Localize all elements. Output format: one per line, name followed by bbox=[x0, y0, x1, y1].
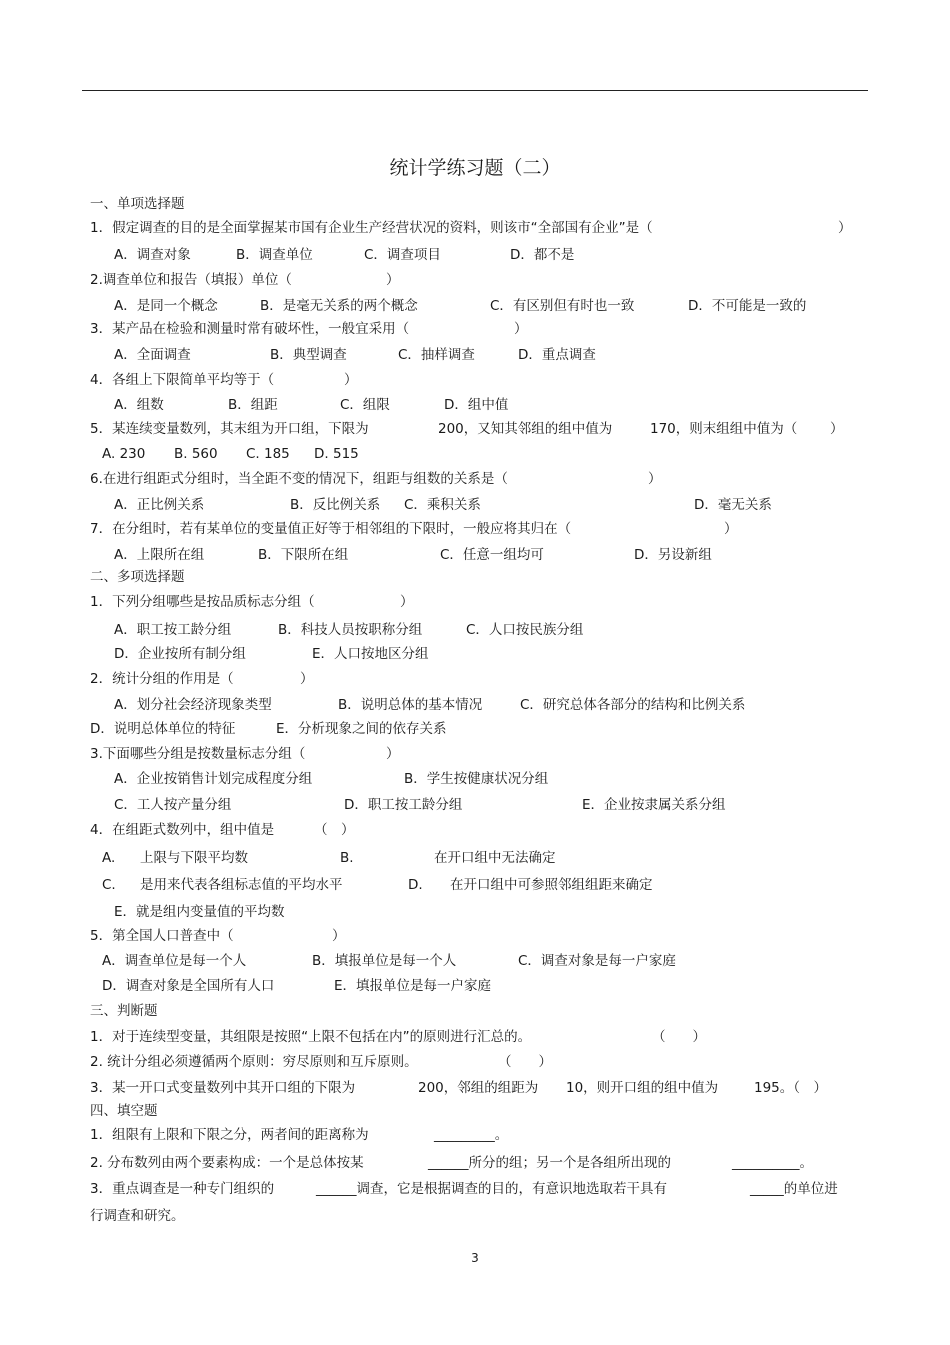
s2-q3-opt-c: C．工人按产量分组 bbox=[114, 797, 232, 813]
s2-q5: 5．第全国人口普查中（ bbox=[90, 928, 234, 944]
section-heading-1: 一、单项选择题 bbox=[90, 196, 185, 212]
s2-q1-opt-c: C．人口按民族分组 bbox=[466, 622, 584, 638]
s4-q3-text4: 行调查和研究。 bbox=[90, 1208, 185, 1224]
s4-q3-text2: ______调查，它是根据调查的目的，有意识地选取若干具有 bbox=[316, 1181, 667, 1197]
s1-q7-opt-c: C．任意一组均可 bbox=[440, 547, 544, 563]
s1-q3-opt-b: B．典型调查 bbox=[270, 347, 347, 363]
s1-q6-opt-c: C．乘积关系 bbox=[404, 497, 481, 513]
s2-q1-opt-d: D．企业按所有制分组 bbox=[114, 646, 246, 662]
s2-q5-opt-d: D．调查对象是全国所有人口 bbox=[102, 978, 275, 994]
s2-q3-close: ） bbox=[386, 746, 400, 762]
s4-q2-text2: ______所分的组；另一个是各组所出现的 bbox=[428, 1155, 671, 1171]
s2-q2-opt-a: A．划分社会经济现象类型 bbox=[114, 697, 272, 713]
s3-q3-part3: 10，则开口组的组中值为 bbox=[566, 1080, 719, 1096]
s1-q7-opt-b: B．下限所在组 bbox=[258, 547, 349, 563]
s2-q3-opt-e: E．企业按隶属关系分组 bbox=[582, 797, 726, 813]
s1-q5-part1: 5．某连续变量数列，其末组为开口组，下限为 bbox=[90, 421, 369, 437]
s1-q3-opt-d: D．重点调查 bbox=[518, 347, 596, 363]
s1-q3: 3．某产品在检验和测量时常有破坏性，一般宜采用（ bbox=[90, 321, 410, 337]
s1-q5-opt-d: D. 515 bbox=[314, 446, 359, 462]
s1-q5-opt-c: C. 185 bbox=[246, 446, 290, 462]
s1-q4-close: ） bbox=[344, 372, 358, 388]
s2-q5-close: ） bbox=[332, 928, 346, 944]
s1-q3-close: ） bbox=[514, 321, 528, 337]
s2-q3-opt-b: B．学生按健康状况分组 bbox=[404, 771, 549, 787]
page-number: 3 bbox=[471, 1251, 479, 1265]
s1-q5-close: ） bbox=[830, 421, 844, 437]
s2-q4-opt-c-text: 是用来代表各组标志值的平均水平 bbox=[140, 877, 343, 893]
s1-q2-opt-b: B．是毫无关系的两个概念 bbox=[260, 298, 418, 314]
s1-q4-opt-b: B．组距 bbox=[228, 397, 278, 413]
s1-q7: 7．在分组时，若有某单位的变量值正好等于相邻组的下限时，一般应将其归在（ bbox=[90, 521, 572, 537]
s1-q2: 2.调查单位和报告（填报）单位（ bbox=[90, 272, 292, 288]
s1-q3-opt-a: A．全面调查 bbox=[114, 347, 191, 363]
s1-q5-part2: 200，又知其邻组的组中值为 bbox=[438, 421, 613, 437]
s1-q7-close: ） bbox=[724, 521, 738, 537]
s2-q5-opt-e: E．填报单位是每一户家庭 bbox=[334, 978, 492, 994]
s1-q2-close: ） bbox=[386, 272, 400, 288]
s1-q1-opt-d: D．都不是 bbox=[510, 247, 575, 263]
s2-q1-opt-b: B．科技人员按职称分组 bbox=[278, 622, 423, 638]
s1-q4-opt-c: C．组限 bbox=[340, 397, 390, 413]
s2-q2-close: ） bbox=[300, 671, 314, 687]
s4-q3-text1: 3．重点调查是一种专门组织的 bbox=[90, 1181, 275, 1197]
s2-q4-opt-b-letter: B. bbox=[340, 850, 354, 866]
section-heading-2: 二、多项选择题 bbox=[90, 569, 185, 585]
s1-q5-opt-b: B. 560 bbox=[174, 446, 218, 462]
s1-q5-part3: 170，则末组组中值为（ bbox=[650, 421, 798, 437]
s4-q3-text3: _____的单位进 bbox=[750, 1181, 838, 1197]
s2-q2-opt-c: C．研究总体各部分的结构和比例关系 bbox=[520, 697, 746, 713]
s2-q3-opt-a: A．企业按销售计划完成程度分组 bbox=[114, 771, 313, 787]
s1-q5-opt-a: A. 230 bbox=[102, 446, 146, 462]
s2-q5-opt-a: A．调查单位是每一个人 bbox=[102, 953, 247, 969]
s1-q6-opt-a: A．正比例关系 bbox=[114, 497, 205, 513]
s1-q1: 1．假定调查的目的是全面掌握某市国有企业生产经营状况的资料，则该市“全部国有企业”是（ bbox=[90, 220, 653, 236]
s1-q3-opt-c: C．抽样调查 bbox=[398, 347, 475, 363]
s2-q2-opt-e: E．分析现象之间的依存关系 bbox=[276, 721, 447, 737]
s1-q7-opt-a: A．上限所在组 bbox=[114, 547, 205, 563]
s1-q1-close: ） bbox=[838, 220, 852, 236]
s1-q6: 6.在进行组距式分组时，当全距不变的情况下，组距与组数的关系是（ bbox=[90, 471, 508, 487]
s2-q4-opt-c-letter: C. bbox=[102, 877, 116, 893]
page-title: 统计学练习题（二） bbox=[389, 157, 561, 179]
s1-q2-opt-d: D．不可能是一致的 bbox=[688, 298, 807, 314]
s2-q4-opt-d-letter: D. bbox=[408, 877, 423, 893]
s1-q1-opt-c: C．调查项目 bbox=[364, 247, 441, 263]
s2-q4-opt-d-text: 在开口组中可参照邻组组距来确定 bbox=[450, 877, 653, 893]
s2-q4-opt-e: E．就是组内变量值的平均数 bbox=[114, 904, 285, 920]
s2-q1-opt-a: A．职工按工龄分组 bbox=[114, 622, 232, 638]
s1-q2-opt-c: C．有区别但有时也一致 bbox=[490, 298, 635, 314]
s1-q6-close: ） bbox=[648, 471, 662, 487]
s2-q4-opt-a-text: 上限与下限平均数 bbox=[140, 850, 248, 866]
s1-q4: 4．各组上下限简单平均等于（ bbox=[90, 372, 275, 388]
s2-q2-opt-b: B．说明总体的基本情况 bbox=[338, 697, 483, 713]
section-heading-3: 三、判断题 bbox=[90, 1003, 158, 1019]
s2-q5-opt-c: C．调查对象是每一户家庭 bbox=[518, 953, 676, 969]
s2-q4: 4．在组距式数列中，组中值是 bbox=[90, 822, 275, 838]
s2-q4-paren: （ ） bbox=[314, 822, 355, 838]
s2-q5-opt-b: B．填报单位是每一个人 bbox=[312, 953, 457, 969]
s4-q1-text: 1．组限有上限和下限之分，两者间的距离称为 bbox=[90, 1127, 369, 1143]
s4-q2-text1: 2. 分布数列由两个要素构成：一个是总体按某 bbox=[90, 1155, 364, 1171]
s1-q1-opt-b: B．调查单位 bbox=[236, 247, 313, 263]
s3-q3-part4: 195。（ ） bbox=[754, 1080, 828, 1096]
s2-q3-opt-d: D．职工按工龄分组 bbox=[344, 797, 463, 813]
s2-q1-opt-e: E．人口按地区分组 bbox=[312, 646, 429, 662]
section-heading-4: 四、填空题 bbox=[90, 1103, 158, 1119]
s4-q1-blank: _________。 bbox=[434, 1127, 509, 1143]
s3-q2: 2. 统计分组必须遵循两个原则：穷尽原则和互斥原则。 bbox=[90, 1054, 418, 1070]
s1-q6-opt-b: B．反比例关系 bbox=[290, 497, 381, 513]
s1-q4-opt-a: A．组数 bbox=[114, 397, 164, 413]
s4-q2-blank: __________。 bbox=[732, 1155, 813, 1171]
s1-q4-opt-d: D．组中值 bbox=[444, 397, 509, 413]
s3-q2-paren: （ ） bbox=[498, 1054, 552, 1070]
s2-q4-opt-a-letter: A. bbox=[102, 850, 116, 866]
s1-q7-opt-d: D．另设新组 bbox=[634, 547, 712, 563]
s1-q2-opt-a: A．是同一个概念 bbox=[114, 298, 218, 314]
s2-q4-opt-b-text: 在开口组中无法确定 bbox=[434, 850, 556, 866]
s2-q1: 1．下列分组哪些是按品质标志分组（ bbox=[90, 594, 315, 610]
s2-q1-close: ） bbox=[400, 594, 414, 610]
s3-q1: 1．对于连续型变量，其组限是按照“上限不包括在内”的原则进行汇总的。 bbox=[90, 1029, 532, 1045]
s3-q3-part1: 3．某一开口式变量数列中其开口组的下限为 bbox=[90, 1080, 356, 1096]
s2-q2: 2．统计分组的作用是（ bbox=[90, 671, 234, 687]
s1-q1-opt-a: A．调查对象 bbox=[114, 247, 191, 263]
s2-q3: 3.下面哪些分组是按数量标志分组（ bbox=[90, 746, 306, 762]
s1-q6-opt-d: D．毫无关系 bbox=[694, 497, 772, 513]
s3-q3-part2: 200，邻组的组距为 bbox=[418, 1080, 539, 1096]
s3-q1-paren: （ ） bbox=[652, 1029, 706, 1045]
s2-q2-opt-d: D．说明总体单位的特征 bbox=[90, 721, 236, 737]
header-rule bbox=[82, 90, 868, 91]
